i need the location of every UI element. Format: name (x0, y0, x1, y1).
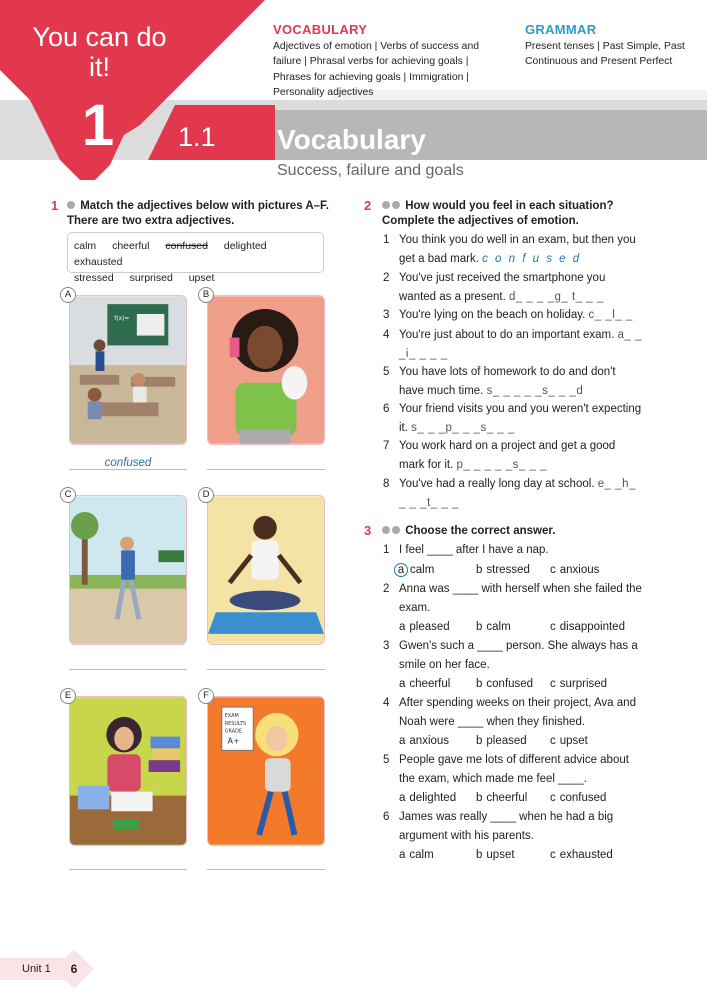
option-text: stressed (486, 564, 530, 576)
item-text: I feel ____ after I have a nap. (399, 544, 549, 556)
option-text: disappointed (559, 621, 625, 633)
lesson-subtitle: Success, failure and goals (277, 162, 464, 179)
item-number: 7 (383, 440, 390, 452)
answer-line-d (207, 656, 325, 670)
exercise-3-item (383, 808, 643, 846)
lesson-number: 1.1 (178, 122, 216, 152)
option-text: surprised (559, 678, 608, 690)
option-text: delighted (409, 792, 457, 804)
svg-text:f(x)=: f(x)= (114, 315, 130, 322)
option-a[interactable]: a anxious (399, 735, 450, 747)
item-fill-answer: c o n f u s e d (482, 252, 582, 265)
item-text: Gwen's such a ____ person. She always has a smile on her face. (399, 640, 638, 671)
vocabulary-heading: VOCABULARY (273, 22, 368, 37)
exercise-2-item (383, 437, 643, 475)
exercise-2-number: 2 (364, 198, 372, 213)
option-a[interactable]: a pleased (399, 621, 450, 633)
picture-label-e: E (60, 688, 76, 704)
option-b[interactable]: b stressed (476, 564, 530, 576)
exercise-3-instruction (382, 524, 652, 539)
picture-e-stressed-girl (69, 696, 187, 846)
selected-answer-circle: a (394, 563, 408, 577)
item-text: You think you do well in an exam, but then you get a bad mark. (399, 234, 636, 265)
item-number: 2 (383, 583, 390, 595)
picture-f-delighted-girl (207, 696, 325, 846)
option-a[interactable]: a delighted (399, 792, 457, 804)
item-number: 1 (383, 234, 390, 246)
word: upset (188, 272, 215, 284)
item-text: After spending weeks on their project, Ava and Noah were ____ when they finished. (399, 697, 636, 728)
option-b[interactable]: b pleased (476, 735, 527, 747)
answer-line-a: confused (69, 456, 187, 470)
picture-label-b: B (198, 287, 214, 303)
exercise-3-item (383, 637, 643, 675)
option-b[interactable]: b calm (476, 621, 511, 633)
item-text: People gave me lots of different advice about the exam, which made me feel ____. (399, 754, 629, 785)
difficulty-dot-icon (382, 201, 390, 209)
option-c[interactable]: c surprised (550, 678, 608, 690)
exercise-1-number: 1 (51, 198, 59, 213)
word-box (67, 232, 324, 284)
footer-page-number: 6 (70, 962, 78, 976)
footer-unit-label: Unit 1 (0, 958, 66, 980)
option-text: calm (410, 564, 435, 576)
picture-d-meditating-boy (207, 495, 325, 645)
word: delighted (223, 240, 267, 252)
exam-sign-line: EXAM (224, 712, 239, 719)
word: surprised (129, 272, 173, 284)
word: stressed (74, 272, 114, 284)
item-number: 4 (383, 697, 390, 709)
exercise-3-options (399, 789, 659, 807)
picture-b-upset-girl (207, 295, 325, 445)
exercise-2-item (383, 269, 643, 307)
item-number: 5 (383, 754, 390, 766)
picture-label-f: F (198, 688, 214, 704)
option-c[interactable]: c exhausted (550, 849, 613, 861)
option-a[interactable]: a calm (399, 849, 434, 861)
option-c[interactable]: c upset (550, 735, 588, 747)
option-text: upset (559, 735, 588, 747)
option-text: cheerful (486, 792, 528, 804)
option-text: calm (409, 849, 434, 861)
item-number: 3 (383, 640, 390, 652)
item-text: You have lots of homework to do and don't have much time. (399, 366, 616, 397)
exercise-3-item (383, 751, 643, 789)
option-b[interactable]: b cheerful (476, 792, 528, 804)
picture-c-walking-boy (69, 495, 187, 645)
option-a[interactable] (396, 561, 434, 579)
option-b[interactable]: b upset (476, 849, 515, 861)
item-text: You work hard on a project and get a good mark for it. (399, 440, 616, 471)
answer-line-c (69, 656, 187, 670)
exercise-2-item (383, 363, 643, 401)
exercise-2-item (383, 231, 643, 269)
option-text: confused (559, 792, 607, 804)
option-text: pleased (409, 621, 450, 633)
item-text: You've had a really long day at school. (399, 478, 595, 490)
picture-label-a: A (60, 287, 76, 303)
item-fill-blank[interactable]: e_ _h_ _ _ _t_ _ _ (399, 478, 636, 509)
word-struck: confused (165, 240, 208, 252)
item-text: You've just received the smartphone you wanted as a present. (399, 272, 606, 303)
difficulty-dot-icon (382, 526, 390, 534)
unit-title: You can do it! (32, 22, 167, 82)
item-text: James was really ____ when he had a big argument with his parents. (399, 811, 614, 842)
difficulty-dot-icon (392, 526, 400, 534)
picture-label-d: D (198, 487, 214, 503)
option-a[interactable]: a cheerful (399, 678, 451, 690)
exam-sign-grade: A+ (227, 736, 240, 746)
exercise-2-item (383, 306, 643, 325)
item-number: 2 (383, 272, 390, 284)
item-fill-blank[interactable]: d_ _ _ _g_ t_ _ _ (508, 290, 604, 303)
item-number: 6 (383, 403, 390, 415)
exercise-3-instruction-text: Choose the correct answer. (405, 525, 556, 537)
option-c[interactable]: c disappointed (550, 621, 625, 633)
picture-a-confused-student (69, 295, 187, 445)
grammar-topics: Present tenses | Past Simple, Past Continuous and Present Perfect (525, 41, 685, 68)
option-text: cheerful (409, 678, 451, 690)
item-fill-blank[interactable]: s_ _ _ _ _s_ _ _d (486, 384, 584, 397)
exercise-2-instruction-text: How would you feel in each situation? Complete the adjectives of emotion. (382, 200, 614, 227)
item-number: 6 (383, 811, 390, 823)
item-fill-blank[interactable]: c_ _l_ _ (588, 309, 633, 321)
difficulty-dot-icon (67, 201, 75, 209)
grammar-heading: GRAMMAR (525, 22, 597, 37)
exercise-2-item (383, 475, 643, 513)
option-text: confused (486, 678, 534, 690)
item-number: 5 (383, 366, 390, 378)
exercise-2-item (383, 400, 643, 438)
exercise-3-options (399, 675, 659, 693)
exercise-3-options (396, 561, 656, 579)
lesson-title: Vocabulary (277, 124, 426, 155)
exercise-1-instruction (67, 199, 337, 229)
exercise-3-item (383, 580, 643, 618)
unit-number: 1 (81, 93, 115, 158)
exercise-3-number: 3 (364, 523, 372, 538)
exercise-3-options (399, 618, 659, 636)
exam-sign-line: RESULTS (224, 720, 247, 727)
exercise-1-instruction-text: Match the adjectives below with pictures A–F. There are two extra adjectives. (67, 200, 330, 227)
item-fill-blank[interactable]: p_ _ _ _ _s_ _ _ (456, 458, 547, 471)
exercise-2-item (383, 326, 643, 364)
answer-line-f (207, 856, 325, 870)
item-fill-blank[interactable]: s_ _ _p_ _ _s_ _ _ (411, 421, 515, 434)
item-number: 4 (383, 329, 390, 341)
item-text: You're just about to do an important exam. (399, 329, 615, 341)
item-number: 8 (383, 478, 390, 490)
word: exhausted (74, 256, 123, 268)
option-text: anxious (409, 735, 450, 747)
item-text: Anna was ____ with herself when she failed the exam. (399, 583, 642, 614)
option-text: upset (486, 849, 515, 861)
option-text: pleased (486, 735, 527, 747)
exam-sign-line: GRADE (224, 728, 242, 735)
exercise-3-item (383, 541, 643, 560)
vocabulary-topics: Adjectives of emotion | Verbs of success and failure | Phrasal verbs for achieving goals | Phrases for achieving goals | Immigration | Personality adjectives (273, 41, 480, 99)
option-b[interactable]: b confused (476, 678, 534, 690)
option-text: exhausted (559, 849, 613, 861)
item-number: 1 (383, 544, 390, 556)
exercise-3-options (399, 846, 659, 864)
item-text: You're lying on the beach on holiday. (399, 309, 586, 321)
word: cheerful (112, 240, 150, 252)
exercise-3-item (383, 694, 643, 732)
picture-label-c: C (60, 487, 76, 503)
answer-line-b (207, 456, 325, 470)
option-c[interactable]: c confused (550, 792, 607, 804)
difficulty-dot-icon (392, 201, 400, 209)
exercise-3-options (399, 732, 659, 750)
option-text: anxious (559, 564, 600, 576)
option-c[interactable]: c anxious (550, 564, 600, 576)
option-text: calm (486, 621, 511, 633)
word: calm (74, 240, 97, 252)
item-text: Your friend visits you and you weren't expecting it. (399, 403, 642, 434)
item-number: 3 (383, 309, 390, 321)
item-fill-blank[interactable]: a_ _ _i_ _ _ _ (399, 329, 642, 360)
answer-line-e (69, 856, 187, 870)
exercise-2-instruction (382, 199, 652, 229)
